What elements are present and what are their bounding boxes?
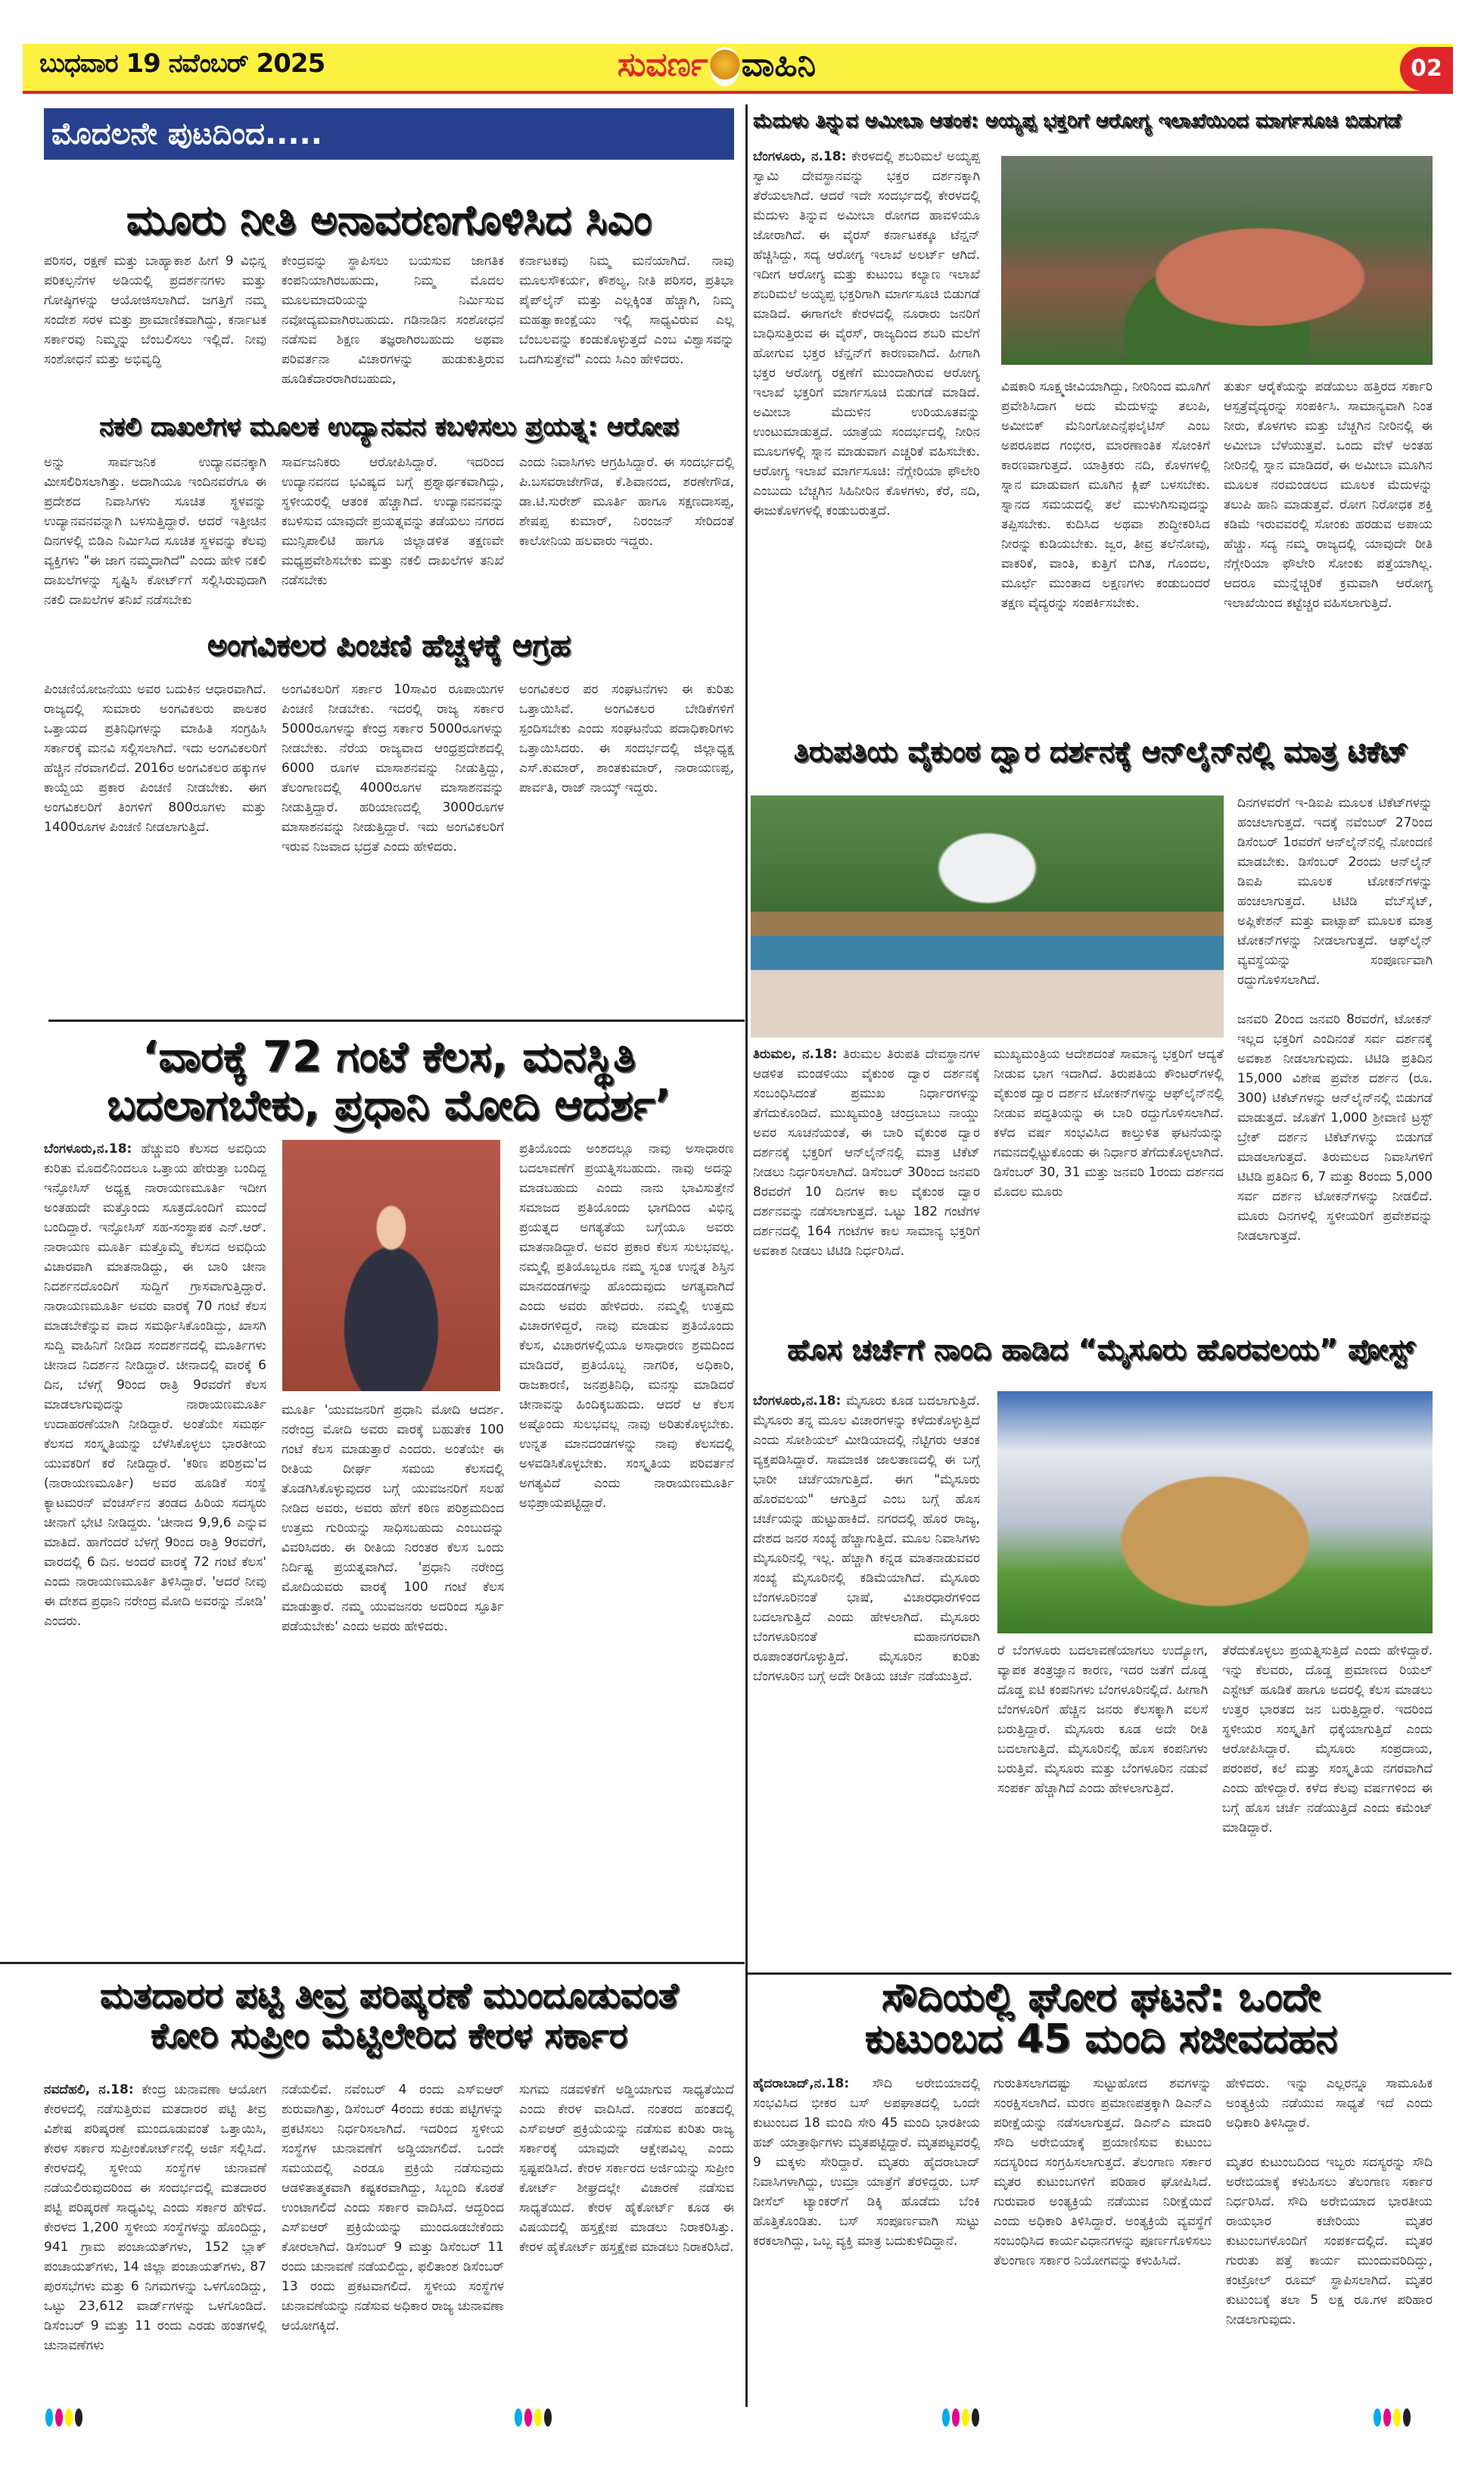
dateline: ಹೈದರಾಬಾದ್,ನ.18: xyxy=(753,2076,850,2091)
section-banner: ಮೊದಲನೇ ಪುಟದಿಂದ..... xyxy=(44,108,734,160)
photo-mysore-palace xyxy=(997,1391,1433,1633)
registration-mark xyxy=(942,2408,982,2430)
article-pension-col1: ಪಿಂಚಣಿಯೋಜನೆಯು ಅವರ ಬದುಕಿನ ಆಧಾರವಾಗಿದೆ. ರಾಜ್ಯದಲ್ಲಿ ಸುಮಾರು ಅಂಗವಿಕಲರು ಪಾಲಕರ ಒತ್ತಾಯದ ಪ್ರತಿನಿಧಿಗಳನ್ನು ಮಾಹಿತಿ ಸಂಗ್ರಹಿಸಿ ಸರ್ಕಾರಕ್ಕೆ ಮನವಿ ಸಲ್ಲಿಸಲಾಗಿದೆ. ಇದು ಅಂಗವಿಕಲರಿಗೆ ಹೆಚ್ಚಿನ ನೆರವಾಗಲಿದೆ. 2016ರ ಅಂಗವಿಕಲರ ಹಕ್ಕುಗಳ ಕಾಯ್ದೆಯ ಪ್ರಕಾರ ಪಿಂಚಣಿ ನೀಡಬೇಕು. ಈಗ ಅಂಗವಿಕಲರಿಗೆ ತಿಂಗಳಿಗೆ 800ರೂಗಳು ಮತ್ತು 1400ರೂಗಳ ಪಿಂಚಣಿ ನೀಡಲಾಗುತ್ತಿದೆ. xyxy=(44,682,266,835)
article-murthy-col3: ಪ್ರತಿಯೊಂದು ಅಂಶದಲ್ಲೂ ನಾವು ಅಸಾಧಾರಣ ಬದಲಾವಣೆಗೆ ಪ್ರಯತ್ನಿಸಬಹುದು. ನಾವು ಅದನ್ನು ಮಾಡಬಹುದು ಎಂದು ನಾನು ಭಾವಿಸುತ್ತೇನೆ ಸಮಾಜದ ಪ್ರತಿಯೊಂದು ಭಾಗದಿಂದ ವಿಭಿನ್ನ ಪ್ರಯತ್ನದ ಅಗತ್ಯತೆಯ ಬಗ್ಗೆಯೂ ಅವರು ಮಾತನಾಡಿದ್ದಾರೆ. ಅವರ ಪ್ರಕಾರ ಕೆಲಸ ಸುಲಭವಲ್ಲ. ನಮ್ಮಲ್ಲಿ ಪ್ರತಿಯೊಬ್ಬರೂ ನಮ್ಮ ಸ್ವಂತ ಉನ್ನತ ಶಿಸ್ತಿನ ಮಾನದಂಡಗಳನ್ನು ಹೊಂದುವುದು ಅಗತ್ಯವಾಗಿದೆ ಎಂದು ಅವರು ಹೇಳಿದರು. ನಮ್ಮಲ್ಲಿ ಉತ್ತಮ ವಿಚಾರಗಳಿದ್ದರೆ, ನಾವು ಮಾಡುವ ಪ್ರತಿಯೊಂದು ಕೆಲಸ, ವಿಚಾರಗಳಲ್ಲಿಯೂ ಅಸಾಧಾರಣ ಶ್ರಮದಿಂದ ಮಾಡಿದರೆ, ಪ್ರತಿಯೊಬ್ಬ ನಾಗರಿಕ, ಅಧಿಕಾರಿ, ರಾಜಕಾರಣಿ, ಜನಪ್ರತಿನಿಧಿ, ಮನಸ್ಸು ಮಾಡಿದರೆ ಚೀನಾವನ್ನು ಹಿಂದಿಕ್ಕಬಹುದು. ಆದರೆ ಆ ಕೆಲಸ ಅಷ್ಟೊಂದು ಸುಲಭವಲ್ಲ ನಾವು ಅರಿತುಕೊಳ್ಳಬೇಕು. ಉನ್ನತ ಮಾನದಂಡಗಳನ್ನು ನಾವು ಕೆಲಸದಲ್ಲಿ ಅಳವಡಿಸಿಕೊಳ್ಳಬೇಕು. ಸಂಸ್ಕೃತಿಯ ಪರಿವರ್ತನೆ ಅಗತ್ಯವಿದೆ ಎಂದು ನಾರಾಯಣಮೂರ್ತಿ ಅಭಿಪ್ರಾಯಪಟ್ಟಿದ್ದಾರೆ. xyxy=(519,1141,734,1511)
article-mysuru-bottom1: ರೆ ಬೆಂಗಳೂರು ಬದಲಾವಣೆಯಾಗಲು ಉದ್ಯೋಗ, ವ್ಯಾಪಕ ತಂತ್ರಜ್ಞಾನ ಕಾರಣ, ಇದರ ಜತೆಗೆ ದೊಡ್ಡ ದೊಡ್ಡ ಐಟಿ ಕಂಪನಿಗಳು ಬೆಂಗಳೂರಿನಲ್ಲಿದೆ. ಹೀಗಾಗಿ ಬೆಂಗಳೂರಿಗೆ ಹೆಚ್ಚಿನ ಜನರು ಕೆಲಸಕ್ಕಾಗಿ ವಲಸೆ ಬರುತ್ತಿದ್ದಾರೆ. ಮೈಸೂರು ಕೂಡ ಅದೇ ರೀತಿ ಬದಲಾಗುತ್ತಿದೆ. ಮೈಸೂರಿನಲ್ಲಿ ಹೊಸ ಕಂಪನಿಗಳು ಬರುತ್ತಿವೆ. ಮೈಸೂರು ಮತ್ತು ಬೆಂಗಳೂರಿನ ನಡುವೆ ಸಂಪರ್ಕ ಹೆಚ್ಚಾಗಿದೆ ಎಂದು ಹೇಳಲಾಗುತ್ತಿದೆ. xyxy=(997,1643,1208,1796)
registration-dot xyxy=(1374,2408,1381,2427)
article-park-col1: ಅನ್ನು ಸಾರ್ವಜನಿಕ ಉದ್ಯಾನವನಕ್ಕಾಗಿ ಮೀಸಲಿರಿಸಲಾಗಿತ್ತು. ಅದಾಗಿಯೂ ಇಂದಿನವರೆಗೂ ಈ ಪ್ರದೇಶದ ನಿವಾಸಿಗಳು ಸೂಚಿತ ಸ್ಥಳವನ್ನು ಉದ್ಯಾನವನವನ್ನಾಗಿ ಬಳಸುತ್ತಿದ್ದಾರೆ. ಆದರೆ ಇತ್ತೀಚಿನ ದಿನಗಳಲ್ಲಿ ಬಿಡಿಎ ನಿರ್ಮಿಸಿದ ಸೂಚಿತ ಸ್ಥಳವನ್ನು ಕೆಲವು ವ್ಯಕ್ತಿಗಳು "ಈ ಜಾಗ ನಮ್ಮದಾಗಿದೆ" ಎಂದು ಹೇಳಿ ನಕಲಿ ದಾಖಲೆಗಳನ್ನು ಸೃಷ್ಟಿಸಿ ಕೋರ್ಟ್‌ಗೆ ಸಲ್ಲಿಸಿರುವುದಾಗಿ ನಕಲಿ ದಾಖಲೆಗಳ ತನಿಖೆ ನಡೆಸಬೇಕು xyxy=(44,455,266,608)
issue-date: ಬುಧವಾರ 19 ನವೆಂಬರ್ 2025 xyxy=(39,48,325,79)
brand-name-part2: ವಾಹಿನಿ xyxy=(741,45,817,84)
registration-dot xyxy=(972,2408,979,2427)
article-amoeba-left: ಬೆಂಗಳೂರು, ನ.18: ಕೇರಳದಲ್ಲಿ ಶಬರಿಮಲೆ ಅಯ್ಯಪ್ಪ ಸ್ವಾಮಿ ದೇವಸ್ಥಾನವನ್ನು ಭಕ್ತರ ದರ್ಶನಕ್ಕಾಗಿ ತೆರೆಯಲಾಗಿದೆ. ಆದರೆ ಇದೇ ಸಂದರ್ಭದಲ್ಲಿ ಕೇರಳದಲ್ಲಿ ಮೆದುಳು ತಿನ್ನುವ ಅಮೀಬಾ ರೋಗದ ಹಾವಳಿಯೂ ಜೋರಾಗಿದೆ. ಈ ವೈರಸ್ ಕರ್ನಾಟಕಕ್ಕೂ ಟೆನ್ಷನ್ ಹೆಚ್ಚಿಸಿದ್ದು, ಸದ್ಯ ಆರೋಗ್ಯ ಇಲಾಖೆ ಅಲರ್ಟ್ ಆಗಿದೆ. ಇದೀಗ ಆರೋಗ್ಯ ಮತ್ತು ಕುಟುಂಬ ಕಲ್ಯಾಣ ಇಲಾಖೆ ಶಬರಿಮಲೆ ಅಯ್ಯಪ್ಪ ಭಕ್ತರಿಗಾಗಿ ಮಾರ್ಗಸೂಚಿ ಬಿಡುಗಡೆ ಮಾಡಿದೆ. ಈಗಾಗಲೇ ಕೇರಳದಲ್ಲಿ ನೂರಾರು ಜನರಿಗೆ ಬಾಧಿಸುತ್ತಿರುವ ಈ ವೈರಸ್, ರಾಜ್ಯದಿಂದ ಶಬರಿ ಮಲೆಗೆ ಹೋಗುವ ಭಕ್ತರ ಟೆನ್ಷನ್‌ಗೆ ಕಾರಣವಾಗಿದೆ. ಹೀಗಾಗಿ ಭಕ್ತರ ಆರೋಗ್ಯ ರಕ್ಷಣೆಗೆ ಮುಂದಾಗಿರುವ ಆರೋಗ್ಯ ಇಲಾಖೆ ಭಕ್ತರಿಗೆ ಮಾರ್ಗಸೂಚಿ ಬಿಡುಗಡೆ ಮಾಡಿದೆ. ಅಮೀಬಾ ಮೆದುಳಿನ ಉರಿಯೂತವನ್ನು ಉಂಟುಮಾಡುತ್ತದೆ. ಯಾತ್ರೆಯ ಸಂದರ್ಭದಲ್ಲಿ ನೀರಿನ ಮೂಲಗಳಲ್ಲಿ ಸ್ನಾನ ಮಾಡುವಾಗ ಎಚ್ಚರಿಕೆ ವಹಿಸಬೇಕು. ಆರೋಗ್ಯ ಇಲಾಖೆ ಮಾರ್ಗಸೂಚಿ: ನೆಗ್ಲೇರಿಯಾ ಫೌಲೇರಿ ಎಂಬುದು ಬೆಚ್ಚಗಿನ ಸಿಹಿನೀರಿನ ಕೊಳಗಳು, ಕೆರೆ, ನದಿ, ಈಜುಕೊಳಗಳಲ್ಲಿ ಕಂಡುಬರುತ್ತದೆ. xyxy=(753,149,980,518)
article-saudi-col3: ಹೇಳಿದರು. ಇನ್ನು ಎಲ್ಲರನ್ನೂ ಸಾಮೂಹಿಕ ಅಂತ್ಯಕ್ರಿಯೆ ನಡೆಯುವ ಸಾಧ್ಯತೆ ಇದೆ ಎಂದು ಅಧಿಕಾರಿ ತಿಳಿಸಿದ್ದಾರೆ. ಮೃತರ ಕುಟುಂಬದಿಂದ ಇಬ್ಬರು ಸದಸ್ಯರನ್ನು ಸೌದಿ ಅರೇಬಿಯಾಕ್ಕೆ ಕಳುಹಿಸಲು ತೆಲಂಗಾಣ ಸರ್ಕಾರ ನಿರ್ಧರಿಸಿದೆ. ಸೌದಿ ಅರೇಬಿಯಾದ ಭಾರತೀಯ ರಾಯಭಾರ ಕಚೇರಿಯು ಮೃತರ ಕುಟುಂಬಗಳೊಂದಿಗೆ ಸಂಪರ್ಕದಲ್ಲಿದೆ. ಮೃತರ ಗುರುತು ಪತ್ತೆ ಕಾರ್ಯ ಮುಂದುವರಿದಿದ್ದು, ಕಂಟ್ರೋಲ್ ರೂಮ್ ಸ್ಥಾಪಿಸಲಾಗಿದೆ. ಮೃತರ ಕುಟುಂಬಕ್ಕೆ ತಲಾ 5 ಲಕ್ಷ ರೂ.ಗಳ ಪರಿಹಾರ ನೀಡಲಾಗುವುದು. xyxy=(1226,2076,1433,2327)
newspaper-logo xyxy=(618,45,816,86)
registration-dot xyxy=(65,2408,73,2427)
article-park-col3: ಎಂದು ನಿವಾಸಿಗಳು ಆಗ್ರಹಿಸಿದ್ದಾರೆ. ಈ ಸಂದರ್ಭದಲ್ಲಿ ಪಿ.ಬಸವರಾಜೇಗೌಡ, ಕೆ.ಶಿವಾನಂದ, ಶರಣೇಗೌಡ, ಡಾ.ಟಿ.ಸುರೇಶ್ ಮೂರ್ತಿ ಹಾಗೂ ಸಕ್ಷಣದಾಸಪ್ಪ, ಶೇಷಪ್ಪ ಕುಮಾರ್, ನಿರಂಜನ್ ಸೇರಿದಂತೆ ಕಾಲೋನಿಯ ಹಲವಾರು ಇದ್ದರು. xyxy=(519,455,734,549)
article-cm-policy-col3: ಕರ್ನಾಟಕವು ನಿಮ್ಮ ಮನೆಯಾಗಿದೆ. ನಾವು ಮೂಲಸೌಕರ್ಯ, ಕೌಶಲ್ಯ, ನೀತಿ ಪರಿಸರ, ಪ್ರತಿಭಾ ಪೈಪ್‌ಲೈನ್ ಮತ್ತು ಎಲ್ಲಕ್ಕಿಂತ ಹೆಚ್ಚಾಗಿ, ನಿಮ್ಮ ಮಹತ್ವಾಕಾಂಕ್ಷೆಯು ಇಲ್ಲಿ ಸಾಧ್ಯವಿರುವ ಎಲ್ಲ ಬೆಂಬಲವನ್ನು ಕಂಡುಕೊಳ್ಳುತ್ತದೆ ಎಂಬ ವಿಶ್ವಾಸವನ್ನು ಒದಗಿಸುತ್ತೇವೆ" ಎಂದು ಸಿಎಂ ಹೇಳಿದರು. xyxy=(519,254,734,367)
article-saudi-col2: ಗುರುತಿಸಲಾಗದಷ್ಟು ಸುಟ್ಟುಹೋದ ಶವಗಳನ್ನು ಸಂರಕ್ಷಿಸಲಾಗಿದೆ. ಮರಣ ಪ್ರಮಾಣಪತ್ರಕ್ಕಾಗಿ ಡಿಎನ್‌ಎ ಪರೀಕ್ಷೆಯನ್ನು ನಡೆಸಲಾಗುತ್ತದೆ. ಡಿಎನ್‌ಎ ಮಾದರಿ ಸೌದಿ ಅರೇಬಿಯಾಕ್ಕೆ ಪ್ರಯಾಣಿಸುವ ಕುಟುಂಬ ಸದಸ್ಯರಿಂದ ಸಂಗ್ರಹಿಸಲಾಗುತ್ತದೆ. ತೆಲಂಗಾಣ ಸರ್ಕಾರ ಮೃತರ ಕುಟುಂಬಗಳಿಗೆ ಪರಿಹಾರ ಘೋಷಿಸಿದೆ. ಗುರುವಾರ ಅಂತ್ಯಕ್ರಿಯೆ ನಡೆಯುವ ನಿರೀಕ್ಷೆಯಿದೆ ಎಂದು ಅಧಿಕಾರಿ ತಿಳಿಸಿದ್ದಾರೆ. ಅಂತ್ಯಕ್ರಿಯೆ ವ್ಯವಸ್ಥೆಗೆ ಸಂಬಂಧಿಸಿದ ಕಾರ್ಯವಿಧಾನಗಳನ್ನು ಪೂರ್ಣಗೊಳಿಸಲು ತೆಲಂಗಾಣ ಸರ್ಕಾರ ನಿಯೋಗವನ್ನು ಕಳುಹಿಸಿದೆ. xyxy=(994,2076,1212,2268)
headline-voter-line2: ಕೋರಿ ಸುಪ್ರೀಂ ಮೆಟ್ಟಿಲೇರಿದ ಕೇರಳ ಸರ್ಕಾರ xyxy=(150,2014,628,2056)
article-tirupati-bottom2: ಮುಖ್ಯಮಂತ್ರಿಯ ಆದೇಶದಂತೆ ಸಾಮಾನ್ಯ ಭಕ್ತರಿಗೆ ಆದ್ಯತೆ ನೀಡುವ ಭಾಗ ಇದಾಗಿದೆ. ತಿರುಪತಿಯ ಕೌಂಟರ್‌ಗಳಲ್ಲಿ ವೈಕುಂಠ ದ್ವಾರ ದರ್ಶನ ಟೋಕನ್‌ಗಳನ್ನು ಆಫ್‌ಲೈನ್‌ನಲ್ಲಿ ನೀಡುವ ಪದ್ಧತಿಯನ್ನು ಈ ಬಾರಿ ರದ್ದುಗೊಳಿಸಲಾಗಿದೆ. ಕಳೆದ ವರ್ಷ ಸಂಭವಿಸಿದ ಕಾಲ್ತುಳಿತ ಘಟನೆಯನ್ನು ಗಮನದಲ್ಲಿಟ್ಟುಕೊಂಡು ಈ ನಿರ್ಧಾರ ತೆಗೆದುಕೊಳ್ಳಲಾಗಿದೆ. ಡಿಸೆಂಬರ್ 30, 31 ಮತ್ತು ಜನವರಿ 1ರಂದು ದರ್ಶನದ ಮೊದಲ ಮೂರು xyxy=(994,1047,1224,1200)
registration-dot xyxy=(524,2408,532,2427)
brand-name-part1: ಸುವರ್ಣ xyxy=(618,45,708,84)
registration-dot xyxy=(55,2408,63,2427)
headline-mysuru: ಹೊಸ ಚರ್ಚೆಗೆ ನಾಂದಿ ಹಾಡಿದ “ಮೈಸೂರು ಹೊರವಲಯ” ಪೋಸ್ಟ್ xyxy=(787,1333,1415,1366)
registration-dot xyxy=(952,2408,960,2427)
column-divider xyxy=(745,104,748,2407)
dateline: ಬೆಂಗಳೂರು,ನ.18: xyxy=(753,1393,842,1409)
registration-dot xyxy=(45,2408,53,2427)
headline-murthy xyxy=(44,1033,734,1131)
page-number: 02 xyxy=(1400,47,1453,91)
headline-tirupati: ತಿರುಪತಿಯ ವೈಕುಂಠ ದ್ವಾರ ದರ್ಶನಕ್ಕೆ ಆನ್‌ಲೈನ್‌ನಲ್ಲಿ ಮಾತ್ರ ಟಿಕೆಟ್ xyxy=(793,735,1409,768)
divider xyxy=(0,1962,745,1964)
registration-dot xyxy=(962,2408,969,2427)
dateline: ಬೆಂಗಳೂರು, ನ.18: xyxy=(753,149,847,164)
headline-murthy-line2: ಬದಲಾಗಬೇಕು, ಪ್ರಧಾನಿ ಮೋದಿ ಆದರ್ಶ’ xyxy=(107,1081,671,1131)
article-saudi-col1: ಹೈದರಾಬಾದ್,ನ.18: ಸೌದಿ ಅರೇಬಿಯಾದಲ್ಲಿ ಸಂಭವಿಸಿದ ಭೀಕರ ಬಸ್ ಅಪಘಾತದಲ್ಲಿ ಒಂದೇ ಕುಟುಂಬದ 18 ಮಂದಿ ಸೇರಿ 45 ಮಂದಿ ಭಾರತೀಯ ಹಜ್ ಯಾತ್ರಾರ್ಥಿಗಳು ಮೃತಪಟ್ಟಿದ್ದಾರೆ. ಮೃತಪಟ್ಟವರಲ್ಲಿ 9 ಮಕ್ಕಳು ಸೇರಿದ್ದಾರೆ. ಮೃತರು ಹೈದರಾಬಾದ್ ನಿವಾಸಿಗಳಾಗಿದ್ದು, ಉಮ್ರಾ ಯಾತ್ರೆಗೆ ತೆರಳಿದ್ದರು. ಬಸ್ ಡೀಸೆಲ್ ಟ್ಯಾಂಕರ್‌ಗೆ ಡಿಕ್ಕಿ ಹೊಡೆದು ಬೆಂಕಿ ಹೊತ್ತಿಕೊಂಡಿತು. ಬಸ್ ಸಂಪೂರ್ಣವಾಗಿ ಸುಟ್ಟು ಕರಕಲಾಗಿದ್ದು, ಒಬ್ಬ ವ್ಯಕ್ತಿ ಮಾತ್ರ ಬದುಕುಳಿದಿದ್ದಾನೆ. xyxy=(753,2076,980,2249)
registration-mark xyxy=(45,2408,85,2430)
headline-park-fraud: ನಕಲಿ ದಾಖಲೆಗಳ ಮೂಲಕ ಉದ್ಯಾನವನ ಕಬಳಿಸಲು ಪ್ರಯತ್ನ: ಆರೋಪ xyxy=(99,412,679,442)
photo-sabarimala-temple xyxy=(1001,156,1433,365)
karnataka-emblem-icon xyxy=(710,47,740,86)
article-pension-col3: ಅಂಗವಿಕಲರ ಪರ ಸಂಘಟನೆಗಳು ಈ ಕುರಿತು ಒತ್ತಾಯಿಸಿವೆ. ಅಂಗವಿಕಲರ ಬೇಡಿಕೆಗಳಿಗೆ ಸ್ಪಂದಿಸಬೇಕು ಎಂದು ಸಂಘಟನೆಯ ಪದಾಧಿಕಾರಿಗಳು ಒತ್ತಾಯಿಸಿದರು. ಈ ಸಂದರ್ಭದಲ್ಲಿ ಜಿಲ್ಲಾಧ್ಯಕ್ಷ ಎಸ್.ಕುಮಾರ್, ಶಾಂತಕುಮಾರ್, ನಾರಾಯಣಪ್ಪ, ಪಾರ್ವತಿ, ರಾಜ್ ನಾಯ್ಕ್ ಇದ್ದರು. xyxy=(519,682,734,795)
registration-dot xyxy=(544,2408,552,2427)
headline-saudi-line1: ಸೌದಿಯಲ್ಲಿ ಘೋರ ಘಟನೆ: ಒಂದೇ xyxy=(881,1975,1321,2020)
registration-dot xyxy=(1403,2408,1411,2427)
article-amoeba-bottom1: ವಿಷಕಾರಿ ಸೂಕ್ಷ್ಮಜೀವಿಯಾಗಿದ್ದು, ನೀರಿನಿಂದ ಮೂಗಿಗೆ ಪ್ರವೇಶಿಸಿದಾಗ ಅದು ಮೆದುಳನ್ನು ತಲುಪಿ, ಅಮೀಬಿಕ್ ಮೆನಿಂಗೋಎನ್ಸೆಫಲೈಟಿಸ್ ಎಂಬ ಅಪರೂಪದ ಗಂಭೀರ, ಮಾರಣಾಂತಿಕ ಸೋಂಕಿಗೆ ಕಾರಣವಾಗುತ್ತದೆ. ಯಾತ್ರಿಕರು ನದಿ, ಕೊಳಗಳಲ್ಲಿ ಸ್ನಾನ ಮಾಡುವಾಗ ಮೂಗಿನ ಕ್ಲಿಪ್ ಬಳಸಬೇಕು. ಸ್ನಾನದ ಸಮಯದಲ್ಲಿ ತಲೆ ಮುಳುಗಿಸುವುದನ್ನು ತಪ್ಪಿಸಬೇಕು. ಕುದಿಸಿದ ಅಥವಾ ಶುದ್ಧೀಕರಿಸಿದ ನೀರನ್ನು ಕುಡಿಯಬೇಕು. ಜ್ವರ, ತೀವ್ರ ತಲೆನೋವು, ವಾಕರಿಕೆ, ವಾಂತಿ, ಕುತ್ತಿಗೆ ಬಿಗಿತ, ಗೊಂದಲ, ಮೂರ್ಛೆ ಮುಂತಾದ ಲಕ್ಷಣಗಳು ಕಂಡುಬಂದರೆ ತಕ್ಷಣ ವೈದ್ಯರನ್ನು ಸಂಪರ್ಕಿಸಬೇಕು. xyxy=(1001,379,1210,611)
article-voter-col2: ನಡೆಯಲಿವೆ. ನವೆಂಬರ್ 4 ರಂದು ಎಸ್‌ಐಆರ್ ಶುರುವಾಗಿತ್ತು, ಡಿಸೆಂಬರ್ 4ರಂದು ಕರಡು ಪಟ್ಟಿಗಳನ್ನು ಪ್ರಕಟಿಸಲು ನಿರ್ಧರಿಸಲಾಗಿದೆ. ಇದರಿಂದ ಸ್ಥಳೀಯ ಸಂಸ್ಥೆಗಳ ಚುನಾವಣೆಗೆ ಅಡ್ಡಿಯಾಗಲಿದೆ. ಒಂದೇ ಸಮಯದಲ್ಲಿ ಎರಡೂ ಪ್ರಕ್ರಿಯೆ ನಡೆಸುವುದು ಆಡಳಿತಾತ್ಮಕವಾಗಿ ಕಷ್ಟಕರವಾಗಿದ್ದು, ಸಿಬ್ಬಂದಿ ಕೊರತೆ ಉಂಟಾಗಲಿದೆ ಎಂದು ಸರ್ಕಾರ ವಾದಿಸಿದೆ. ಆದ್ದರಿಂದ ಎಸ್‌ಐಆರ್ ಪ್ರಕ್ರಿಯೆಯನ್ನು ಮುಂದೂಡಬೇಕೆಂದು ಕೋರಲಾಗಿದೆ. ಡಿಸೆಂಬರ್ 9 ಮತ್ತು ಡಿಸೆಂಬರ್ 11 ರಂದು ಚುನಾವಣೆ ನಡೆಯಲಿದ್ದು, ಫಲಿತಾಂಶ ಡಿಸೆಂಬರ್ 13 ರಂದು ಪ್ರಕಟವಾಗಲಿದೆ. ಸ್ಥಳೀಯ ಸಂಸ್ಥೆಗಳ ಚುನಾವಣೆಯನ್ನು ನಡೆಸುವ ಅಧಿಕಾರ ರಾಜ್ಯ ಚುನಾವಣಾ ಆಯೋಗಕ್ಕಿದೆ. xyxy=(282,2082,504,2333)
article-mysuru-left: ಬೆಂಗಳೂರು,ನ.18: ಮೈಸೂರು ಕೂಡ ಬದಲಾಗುತ್ತಿದೆ. ಮೈಸೂರು ತನ್ನ ಮೂಲ ವಿಚಾರಗಳನ್ನು ಕಳೆದುಕೊಳ್ಳುತ್ತಿದೆ ಎಂದು ಸೋಶಿಯಲ್ ಮೀಡಿಯಾದಲ್ಲಿ ನೆಟ್ಟಿಗರು ಆತಂಕ ವ್ಯಕ್ತಪಡಿಸಿದ್ದಾರೆ. ಸಾಮಾಜಿಕ ಜಾಲತಾಣದಲ್ಲಿ ಈ ಬಗ್ಗೆ ಭಾರೀ ಚರ್ಚೆಯಾಗುತ್ತಿದೆ. ಈಗ "ಮೈಸೂರು ಹೊರವಲಯ" ಆಗುತ್ತಿದೆ ಎಂಬ ಬಗ್ಗೆ ಹೊಸ ಚರ್ಚೆಯನ್ನು ಹುಟ್ಟುಹಾಕಿದೆ. ನಗರದಲ್ಲಿ ಹೊರ ರಾಜ್ಯ, ದೇಶದ ಜನರ ಸಂಖ್ಯೆ ಹೆಚ್ಚಾಗುತ್ತಿದೆ. ಮೂಲ ನಿವಾಸಿಗಳು ಮೈಸೂರಿನಲ್ಲಿ ಇಲ್ಲ. ಹೆಚ್ಚಾಗಿ ಕನ್ನಡ ಮಾತನಾಡುವವರ ಸಂಖ್ಯೆ ಮೈಸೂರಿನಲ್ಲಿ ಕಡಿಮೆಯಾಗಿದೆ. ಮೈಸೂರು ಬೆಂಗಳೂರಿನಂತೆ ಭಾಷೆ, ವಿಚಾರಧಾರೆಗಳಿಂದ ಬದಲಾಗುತ್ತಿದೆ ಎಂದು ಹೇಳಲಾಗಿದೆ. ಮೈಸೂರು ಬೆಂಗಳೂರಿನಂತೆ ಮಹಾನಗರವಾಗಿ ರೂಪಾಂತರಗೊಳ್ಳುತ್ತಿದೆ. ಮೈಸೂರಿನ ಕುರಿತು ಬೆಂಗಳೂರಿನ ಬಗ್ಗೆ ಅದೇ ರೀತಿಯ ಚರ್ಚೆ ನಡೆಯುತ್ತಿದೆ. xyxy=(753,1393,980,1684)
headline-voter-list xyxy=(44,1975,734,2056)
headline-saudi-line2: ಕುಟುಂಬದ 45 ಮಂದಿ ಸಜೀವದಹನ xyxy=(864,2016,1338,2062)
article-murthy-col1: ಬೆಂಗಳೂರು,ನ.18: ಹೆಚ್ಚುವರಿ ಕೆಲಸದ ಅವಧಿಯ ಕುರಿತು ಮೊದಲಿನಿಂದಲೂ ಒತ್ತಾಯ ಹೇರುತ್ತಾ ಬಂದಿದ್ದ ಇನ್ಫೋಸಿಸ್ ಅಧ್ಯಕ್ಷ ನಾರಾಯಣಮೂರ್ತಿ ಇದೀಗ ಅಂತಹುದೇ ಮತ್ತೊಂದು ಸೂತ್ರದೊಂದಿಗೆ ಮುಂದೆ ಬಂದಿದ್ದಾರೆ. ಇನ್ಫೋಸಿಸ್ ಸಹ-ಸಂಸ್ಥಾಪಕ ಎನ್.ಆರ್. ನಾರಾಯಣ ಮೂರ್ತಿ ಮತ್ತೊಮ್ಮೆ ಕೆಲಸದ ಅವಧಿಯ ವಿಚಾರವಾಗಿ ಮಾತನಾಡಿದ್ದು, ಈ ಬಾರಿ ಚೀನಾ ನಿದರ್ಶನದೊಂದಿಗೆ ಸುದ್ದಿಗೆ ಗ್ರಾಸವಾಗುತ್ತಿದ್ದಾರೆ. ನಾರಾಯಣಮೂರ್ತಿ ಅವರು ವಾರಕ್ಕೆ 70 ಗಂಟೆ ಕೆಲಸ ಮಾಡಬೇಕೆನ್ನುವ ವಾದ ಸಮರ್ಥಿಸಿಕೊಂಡಿದ್ದು, ಖಾಸಗಿ ಸುದ್ದಿ ವಾಹಿನಿಗೆ ನೀಡಿದ ಸಂದರ್ಶನದಲ್ಲಿ ಮೂರ್ತಿಗಳು ಚೀನಾದ ನಿದರ್ಶನ ನೀಡಿದ್ದಾರೆ. ಚೀನಾದಲ್ಲಿ ವಾರಕ್ಕೆ 6 ದಿನ, ಬೆಳಗ್ಗೆ 9ರಿಂದ ರಾತ್ರಿ 9ರವರೆಗೆ ಕೆಲಸ ಮಾಡಲಾಗುವುದನ್ನು ನಾರಾಯಣಮೂರ್ತಿ ಉದಾಹರಣೆಯಾಗಿ ನೀಡಿದ್ದಾರೆ. ಅಂತೆಯೇ ಸಮರ್ಥ ಕೆಲಸದ ಸಂಸ್ಕೃತಿಯನ್ನು ಬೆಳೆಸಿಕೊಳ್ಳಲು ಭಾರತೀಯ ಯುವಕರಿಗೆ ಕರೆ ನೀಡಿದ್ದಾರೆ. 'ಕಠಿಣ ಪರಿಶ್ರಮ'ದ (ನಾರಾಯಣಮೂರ್ತಿ) ಅವರ ಹೂಡಿಕೆ ಸಂಸ್ಥೆ ಕ್ಯಾಟಮರನ್ ವೆಂಚರ್ಸ್‌ನ ತಂಡದ ಹಿರಿಯ ಸದಸ್ಯರು ಚೀನಾಗೆ ಭೇಟಿ ನೀಡಿದ್ದರು. 'ಚೀನಾದ 9,9,6 ಎನ್ನುವ ಮಾತಿದೆ. ಹಾಗೆಂದರೆ ಬೆಳಗ್ಗೆ 9ರಿಂದ ರಾತ್ರಿ 9ರವರೆಗೆ, ವಾರದಲ್ಲಿ 6 ದಿನ. ಅಂದರೆ ವಾರಕ್ಕೆ 72 ಗಂಟೆ ಕೆಲಸ' ಎಂದು ನಾರಾಯಣಮೂರ್ತಿ ತಿಳಿಸಿದ್ದಾರೆ. 'ಆದರೆ ನೀವು ಈ ದೇಶದ ಪ್ರಧಾನಿ ನರೇಂದ್ರ ಮೋದಿ ಅವರನ್ನು ನೋಡಿ' ಎಂದರು. xyxy=(44,1141,266,1629)
article-tirupati-bottom1: ತಿರುಮಲ, ನ.18: ತಿರುಮಲ ತಿರುಪತಿ ದೇವಸ್ಥಾನಗಳ ಆಡಳಿತ ಮಂಡಳಿಯು ವೈಕುಂಠ ದ್ವಾರ ದರ್ಶನಕ್ಕೆ ಸಂಬಂಧಿಸಿದಂತೆ ಪ್ರಮುಖ ನಿರ್ಧಾರಗಳನ್ನು ತೆಗೆದುಕೊಂಡಿದೆ. ಮುಖ್ಯಮಂತ್ರಿ ಚಂದ್ರಬಾಬು ನಾಯ್ಡು ಅವರ ಸೂಚನೆಯಂತೆ, ಈ ಬಾರಿ ವೈಕುಂಠ ದ್ವಾರ ದರ್ಶನಕ್ಕೆ ಭಕ್ತರಿಗೆ ಆನ್‌ಲೈನ್‌ನಲ್ಲಿ ಮಾತ್ರ ಟಿಕೆಟ್ ನೀಡಲು ನಿರ್ಧರಿಸಲಾಗಿದೆ. ಡಿಸೆಂಬರ್ 30ರಿಂದ ಜನವರಿ 8ರವರೆಗೆ 10 ದಿನಗಳ ಕಾಲ ವೈಕುಂಠ ದ್ವಾರ ದರ್ಶನವನ್ನು ನಡೆಸಲಾಗುತ್ತದೆ. ಒಟ್ಟು 182 ಗಂಟೆಗಳ ದರ್ಶನದಲ್ಲಿ 164 ಗಂಟೆಗಳ ಕಾಲ ಸಾಮಾನ್ಯ ಭಕ್ತರಿಗೆ ಅವಕಾಶ ನೀಡಲು ಟಿಟಿಡಿ ನಿರ್ಧರಿಸಿದೆ. xyxy=(753,1047,980,1259)
dateline: ತಿರುಮಲ, ನ.18: xyxy=(753,1047,838,1062)
registration-dot xyxy=(534,2408,542,2427)
registration-dot xyxy=(1383,2408,1391,2427)
registration-dot xyxy=(942,2408,950,2427)
article-park-col2: ಸಾರ್ವಜನಿಕರು ಆರೋಪಿಸಿದ್ದಾರೆ. ಇದರಿಂದ ಉದ್ಯಾನವನದ ಭವಿಷ್ಯದ ಬಗ್ಗೆ ಪ್ರಶ್ನಾರ್ಥಕವಾಗಿದ್ದು, ಸ್ಥಳೀಯರಲ್ಲಿ ಆತಂಕ ಹೆಚ್ಚಾಗಿದೆ. ಉದ್ಯಾನವನವನ್ನು ಕಬಳಿಸುವ ಯಾವುದೇ ಪ್ರಯತ್ನವನ್ನು ತಡೆಯಲು ನಗರದ ಮುನ್ಸಿಪಾಲಿಟಿ ಹಾಗೂ ಜಿಲ್ಲಾಡಳಿತ ತಕ್ಷಣವೇ ಮಧ್ಯಪ್ರವೇಶಿಸಬೇಕು ಮತ್ತು ನಕಲಿ ದಾಖಲೆಗಳ ತನಿಖೆ ನಡೆಸಬೇಕು xyxy=(282,455,504,588)
registration-mark xyxy=(1374,2408,1413,2430)
registration-dot xyxy=(515,2408,522,2427)
article-amoeba-bottom2: ತುರ್ತು ಆರೈಕೆಯನ್ನು ಪಡೆಯಲು ಹತ್ತಿರದ ಸರ್ಕಾರಿ ಆಸ್ಪತ್ರೆವೈದ್ಯರನ್ನು ಸಂಪರ್ಕಿಸಿ. ಸಾಮಾನ್ಯವಾಗಿ ನಿಂತ ನೀರು, ಕೊಳಗಳು ಮತ್ತು ಬೆಚ್ಚಗಿನ ನೀರಿನಲ್ಲಿ ಈ ಅಮೀಬಾ ಬೆಳೆಯುತ್ತವೆ. ಒಂದು ವೇಳೆ ಅಂತಹ ನೀರಿನಲ್ಲಿ ಸ್ನಾನ ಮಾಡಿದರೆ, ಈ ಅಮೀಬಾ ಮೂಗಿನ ಮೂಲಕ ನರಮಂಡಲದ ಮೂಲಕ ಮೆದುಳನ್ನು ತಲುಪಿ ಹಾನಿ ಮಾಡುತ್ತವೆ. ರೋಗ ನಿರೋಧಕ ಶಕ್ತಿ ಕಡಿಮೆ ಇರುವವರಲ್ಲಿ ಸೋಂಕು ಹರಡುವ ಅಪಾಯ ಹೆಚ್ಚು. ಸದ್ಯ ನಮ್ಮ ರಾಜ್ಯದಲ್ಲಿ ಯಾವುದೇ ರೀತಿ ನೆಗ್ಲೇರಿಯಾ ಫೌಲೇರಿ ಸೋಂಕು ಪತ್ತೆಯಾಗಿಲ್ಲ. ಆದರೂ ಮುನ್ನೆಚ್ಚರಿಕೆ ಕ್ರಮವಾಗಿ ಆರೋಗ್ಯ ಇಲಾಖೆಯಿಂದ ಕಟ್ಟೆಚ್ಚರ ವಹಿಸಲಾಗುತ್ತಿದೆ. xyxy=(1224,379,1433,611)
divider xyxy=(48,1020,745,1022)
headline-voter-line1: ಮತದಾರರ ಪಟ್ಟಿ ತೀವ್ರ ಪರಿಷ್ಕರಣೆ ಮುಂದೂಡುವಂತೆ xyxy=(100,1975,678,2016)
dateline: ಬೆಂಗಳೂರು,ನ.18: xyxy=(44,1141,132,1157)
article-tirupati-right: ದಿನಗಳವರೆಗೆ ಇ-ಡಿಐಪಿ ಮೂಲಕ ಟಿಕೆಟ್‌ಗಳನ್ನು ಹಂಚಲಾಗುತ್ತದೆ. ಇದಕ್ಕೆ ನವೆಂಬರ್ 27ರಿಂದ ಡಿಸೆಂಬರ್ 1ರವರೆಗೆ ಆನ್‌ಲೈನ್‌ನಲ್ಲಿ ನೋಂದಣಿ ಮಾಡಬೇಕು. ಡಿಸೆಂಬರ್ 2ರಂದು ಆನ್‌ಲೈನ್ ಡಿಐಪಿ ಮೂಲಕ ಟೋಕನ್‌ಗಳನ್ನು ಹಂಚಲಾಗುತ್ತದೆ. ಟಿಟಿಡಿ ವೆಬ್‌ಸೈಟ್, ಅಪ್ಲಿಕೇಶನ್ ಮತ್ತು ವಾಟ್ಸಾಪ್ ಮೂಲಕ ಮಾತ್ರ ಟೋಕನ್‌ಗಳನ್ನು ನೀಡಲಾಗುತ್ತದೆ. ಆಫ್‌ಲೈನ್ ವ್ಯವಸ್ಥೆಯನ್ನು ಸಂಪೂರ್ಣವಾಗಿ ರದ್ದುಗೊಳಿಸಲಾಗಿದೆ. ಜನವರಿ 2ರಿಂದ ಜನವರಿ 8ರವರೆಗೆ, ಟೋಕನ್ ಇಲ್ಲದ ಭಕ್ತರಿಗೆ ಎಂದಿನಂತೆ ಸರ್ವ ದರ್ಶನಕ್ಕೆ ಅವಕಾಶ ನೀಡಲಾಗುವುದು. ಟಿಟಿಡಿ ಪ್ರತಿದಿನ 15,000 ವಿಶೇಷ ಪ್ರವೇಶ ದರ್ಶನ (ರೂ. 300) ಟಿಕೆಟ್‌ಗಳನ್ನು ಆನ್‌ಲೈನ್‌ನಲ್ಲಿ ಬಿಡುಗಡೆ ಮಾಡುತ್ತದೆ. ಜೊತೆಗೆ 1,000 ಶ್ರೀವಾಣಿ ಟ್ರಸ್ಟ್ ಬ್ರೇಕ್ ದರ್ಶನ ಟಿಕೆಟ್‌ಗಳನ್ನು ಬಿಡುಗಡೆ ಮಾಡಲಾಗುತ್ತದೆ. ತಿರುಮಲದ ನಿವಾಸಿಗಳಿಗೆ ಟಿಟಿಡಿ ಪ್ರತಿದಿನ 6, 7 ಮತ್ತು 8ರಂದು 5,000 ಸರ್ವ ದರ್ಶನ ಟೋಕನ್‌ಗಳನ್ನು ನೀಡಲಿದೆ. ಮೂರು ದಿನಗಳಲ್ಲಿ ಸ್ಥಳೀಯರಿಗೆ ಪ್ರವೇಶವನ್ನು ನೀಡಲಾಗುತ್ತದೆ. xyxy=(1237,795,1433,1244)
article-cm-policy-col2: ಕೇಂದ್ರವನ್ನು ಸ್ಥಾಪಿಸಲು ಬಯಸುವ ಜಾಗತಿಕ ಕಂಪನಿಯಾಗಿರಬಹುದು, ನಿಮ್ಮ ಮೊದಲ ಮೂಲಮಾದರಿಯನ್ನು ನಿರ್ಮಿಸುವ ನವೋದ್ಯಮವಾಗಿರಬಹುದು. ಗಡಿನಾಡಿನ ಸಂಶೋಧನೆ ನಡೆಸುವ ಶಿಕ್ಷಣ ತಜ್ಞರಾಗಿರಬಹುದು ಅಥವಾ ಪರಿವರ್ತನಾ ವಿಚಾರಗಳನ್ನು ಹುಡುಕುತ್ತಿರುವ ಹೂಡಿಕೆದಾರರಾಗಿರಬಹುದು, xyxy=(282,254,504,387)
registration-dot xyxy=(75,2408,82,2427)
article-voter-col1: ನವದೆಹಲಿ, ನ.18: ಕೇಂದ್ರ ಚುನಾವಣಾ ಆಯೋಗ ಕೇರಳದಲ್ಲಿ ನಡೆಸುತ್ತಿರುವ ಮತದಾರರ ಪಟ್ಟಿ ತೀವ್ರ ವಿಶೇಷ ಪರಿಷ್ಕರಣೆ ಮುಂದೂಡುವಂತೆ ಒತ್ತಾಯಿಸಿ, ಕೇರಳ ಸರ್ಕಾರ ಸುಪ್ರೀಂಕೋರ್ಟ್‌ನಲ್ಲಿ ಅರ್ಜಿ ಸಲ್ಲಿಸಿದೆ. ಕೇರಳದಲ್ಲಿ ಸ್ಥಳೀಯ ಸಂಸ್ಥೆಗಳ ಚುನಾವಣೆ ನಡೆಯಲಿರುವುದರಿಂದ ಈ ಸಂದರ್ಭದಲ್ಲಿ ಮತದಾರರ ಪಟ್ಟಿ ಪರಿಷ್ಕರಣೆ ಸಾಧ್ಯವಿಲ್ಲ ಎಂದು ಸರ್ಕಾರ ಹೇಳಿದೆ. ಕೇರಳದ 1,200 ಸ್ಥಳೀಯ ಸಂಸ್ಥೆಗಳನ್ನು ಹೊಂದಿದ್ದು, 941 ಗ್ರಾಮ ಪಂಚಾಯತ್‌ಗಳು, 152 ಬ್ಲಾಕ್ ಪಂಚಾಯತ್‌ಗಳು, 14 ಜಿಲ್ಲಾ ಪಂಚಾಯತ್‌ಗಳು, 87 ಪುರಸಭೆಗಳು ಮತ್ತು 6 ನಿಗಮಗಳನ್ನು ಒಳಗೊಂಡಿದ್ದು, ಒಟ್ಟು 23,612 ವಾರ್ಡ್‌ಗಳನ್ನು ಒಳಗೊಂಡಿದೆ. ಡಿಸೆಂಬರ್ 9 ಮತ್ತು 11 ರಂದು ಎರಡು ಹಂತಗಳಲ್ಲಿ ಚುನಾವಣೆಗಳು xyxy=(44,2082,266,2353)
photo-tirumala-temple-wide xyxy=(751,795,1224,1038)
headline-saudi xyxy=(753,1975,1449,2062)
dateline: ನವದೆಹಲಿ, ನ.18: xyxy=(44,2082,134,2097)
photo-narayana-murthy xyxy=(282,1140,500,1391)
article-voter-col3: ಸುಗಮ ನಡವಳಿಕೆಗೆ ಅಡ್ಡಿಯಾಗುವ ಸಾಧ್ಯತೆಯಿದೆ ಎಂದು ಕೇರಳ ವಾದಿಸಿದೆ. ನಂತರದ ಹಂತದಲ್ಲಿ ಎಸ್‌ಐಆರ್ ಪ್ರಕ್ರಿಯೆಯನ್ನು ನಡೆಸುವ ಕುರಿತು ರಾಜ್ಯ ಸರ್ಕಾರಕ್ಕೆ ಯಾವುದೇ ಆಕ್ಷೇಪವಿಲ್ಲ ಎಂದು ಸ್ಪಷ್ಟಪಡಿಸಿದೆ. ಕೇರಳ ಸರ್ಕಾರದ ಅರ್ಜಿಯನ್ನು ಸುಪ್ರೀಂ ಕೋರ್ಟ್ ಶೀಘ್ರದಲ್ಲೇ ವಿಚಾರಣೆ ನಡೆಸುವ ಸಾಧ್ಯತೆಯಿದೆ. ಕೇರಳ ಹೈಕೋರ್ಟ್ ಕೂಡ ಈ ವಿಷಯದಲ್ಲಿ ಹಸ್ತಕ್ಷೇಪ ಮಾಡಲು ನಿರಾಕರಿಸಿತ್ತು. ಕೇರಳ ಹೈಕೋರ್ಟ್ ಹಸ್ತಕ್ಷೇಪ ಮಾಡಲು ನಿರಾಕರಿಸಿದೆ. xyxy=(519,2082,734,2255)
article-mysuru-bottom2: ತೆರೆದುಕೊಳ್ಳಲು ಪ್ರಯತ್ನಿಸುತ್ತಿದೆ ಎಂದು ಹೇಳಿದ್ದಾರೆ. ಇನ್ನು ಕೆಲವರು, ದೊಡ್ಡ ಪ್ರಮಾಣದ ರಿಯಲ್ ಎಸ್ಟೇಟ್ ಹೂಡಿಕೆ ಹಾಗೂ ಅದರಲ್ಲಿ ಕೆಲಸ ಮಾಡಲು ಉತ್ತರ ಭಾರತದ ಜನ ಬರುತ್ತಿದ್ದಾರೆ. ಇದರಿಂದ ಸ್ಥಳೀಯರ ಸಂಸ್ಕೃತಿಗೆ ಧಕ್ಕೆಯಾಗುತ್ತಿದೆ ಎಂದು ಆರೋಪಿಸಿದ್ದಾರೆ. ಮೈಸೂರು ಸಂಪ್ರದಾಯ, ಪರಂಪರೆ, ಕಲೆ ಮತ್ತು ಸಂಸ್ಕೃತಿಯ ನಗರವಾಗಿದೆ ಎಂದು ಹೇಳಿದ್ದಾರೆ. ಕಳೆದ ಕೆಲವು ವರ್ಷಗಳಿಂದ ಈ ಬಗ್ಗೆ ಹೊಸ ಚರ್ಚೆ ನಡೆಯುತ್ತಿದೆ ಎಂದು ಕಮೆಂಟ್ ಮಾಡಿದ್ದಾರೆ. xyxy=(1222,1643,1433,1835)
headline-amoeba: ಮೆದುಳು ತಿನ್ನುವ ಅಮೀಬಾ ಆತಂಕ: ಅಯ್ಯಪ್ಪ ಭಕ್ತರಿಗೆ ಆರೋಗ್ಯ ಇಲಾಖೆಯಿಂದ ಮಾರ್ಗಸೂಚಿ ಬಿಡುಗಡೆ xyxy=(753,110,1402,132)
registration-dot xyxy=(1393,2408,1401,2427)
article-pension-col2: ಅಂಗವಿಕಲರಿಗೆ ಸರ್ಕಾರ 10ಸಾವಿರ ರೂಪಾಯಿಗಳ ಪಿಂಚಣಿ ನೀಡಬೇಕು. ಇದರಲ್ಲಿ ರಾಜ್ಯ ಸರ್ಕಾರ 5000ರೂಗಳನ್ನು ಕೇಂದ್ರ ಸರ್ಕಾರ 5000ರೂಗಳನ್ನು ನೀಡಬೇಕು. ನೆರೆಯ ರಾಜ್ಯವಾದ ಆಂಧ್ರಪ್ರದೇಶದಲ್ಲಿ 6000 ರೂಗಳ ಮಾಸಾಶನವನ್ನು ನೀಡುತ್ತಿದ್ದು, ತೆಲಂಗಾಣದಲ್ಲಿ 4000ರೂಗಳ ಮಾಸಾಶನವನ್ನು ನೀಡುತ್ತಿದ್ದಾರೆ. ಹರಿಯಾಣದಲ್ಲಿ 3000ರೂಗಳ ಮಾಸಾಶನವನ್ನು ನೀಡುತ್ತಿದ್ದಾರೆ. ಇದು ಅಂಗವಿಕಲರಿಗೆ ಇರುವ ನಿಜವಾದ ಭದ್ರತೆ ಎಂದು ಹೇಳಿದರು. xyxy=(282,682,504,855)
registration-mark xyxy=(515,2408,554,2430)
headline-murthy-line1: ‘ವಾರಕ್ಕೆ 72 ಗಂಟೆ ಕೆಲಸ, ಮನಸ್ಥಿತಿ xyxy=(142,1032,636,1082)
headline-disabled-pension: ಅಂಗವಿಕಲರ ಪಿಂಚಣಿ ಹೆಚ್ಚಳಕ್ಕೆ ಆಗ್ರಹ xyxy=(207,628,571,663)
article-murthy-col2: ಮೂರ್ತಿ 'ಯುವಜನರಿಗೆ ಪ್ರಧಾನಿ ಮೋದಿ ಆದರ್ಶ. ನರೇಂದ್ರ ಮೋದಿ ಅವರು ವಾರಕ್ಕೆ ಬಹುತೇಕ 100 ಗಂಟೆ ಕೆಲಸ ಮಾಡುತ್ತಾರೆ ಎಂದರು. ಅಂತೆಯೇ ಈ ರೀತಿಯ ದೀರ್ಘ ಸಮಯ ಕೆಲಸದಲ್ಲಿ ತೊಡಗಿಸಿಕೊಳ್ಳುವುದರ ಬಗ್ಗೆ ಯುವಜನರಿಗೆ ಸಲಹೆ ನೀಡಿದ ಅವರು, ಅವರು ಹೇಗೆ ಕಠಿಣ ಪರಿಶ್ರಮದಿಂದ ಉತ್ತಮ ಗುರಿಯನ್ನು ಸಾಧಿಸಬಹುದು ಎಂಬುದನ್ನು ವಿವರಿಸಿದರು. ಈ ರೀತಿಯ ನಿರಂತರ ಕೆಲಸ ಒಂದು ನಿರ್ದಿಷ್ಟ ಪ್ರಯತ್ನವಾಗಿದೆ. 'ಪ್ರಧಾನಿ ನರೇಂದ್ರ ಮೋದಿಯವರು ವಾರಕ್ಕೆ 100 ಗಂಟೆ ಕೆಲಸ ಮಾಡುತ್ತಾರೆ. ನಮ್ಮ ಯುವಜನರು ಅದರಿಂದ ಸ್ಫೂರ್ತಿ ಪಡೆಯಬೇಕು' ಎಂದು ಅವರು ಹೇಳಿದರು. xyxy=(282,1403,504,1634)
headline-cm-policy: ಮೂರು ನೀತಿ ಅನಾವರಣಗೊಳಿಸಿದ ಸಿಎಂ xyxy=(126,196,652,244)
article-cm-policy-col1: ಪರಿಸರ, ರಕ್ಷಣೆ ಮತ್ತು ಬಾಹ್ಯಾಕಾಶ ಹೀಗೆ 9 ವಿಭಿನ್ನ ಪರಿಕಲ್ಪನೆಗಳ ಅಡಿಯಲ್ಲಿ ಪ್ರದರ್ಶನಗಳು ಮತ್ತು ಗೋಷ್ಠಿಗಳನ್ನು ಆಯೋಜಿಸಲಾಗಿದೆ. ಜಗತ್ತಿಗೆ ನಮ್ಮ ಸಂದೇಶ ಸರಳ ಮತ್ತು ಪ್ರಾಮಾಣಿಕವಾಗಿದ್ದು, ಕರ್ನಾಟಕ ಸರ್ಕಾರವು ನಿಮ್ಮನ್ನು ಬೆಂಬಲಿಸಲು ಇಲ್ಲಿದೆ. ನೀವು ಸಂಶೋಧನೆ ಮತ್ತು ಅಭಿವೃದ್ಧಿ xyxy=(44,254,266,367)
